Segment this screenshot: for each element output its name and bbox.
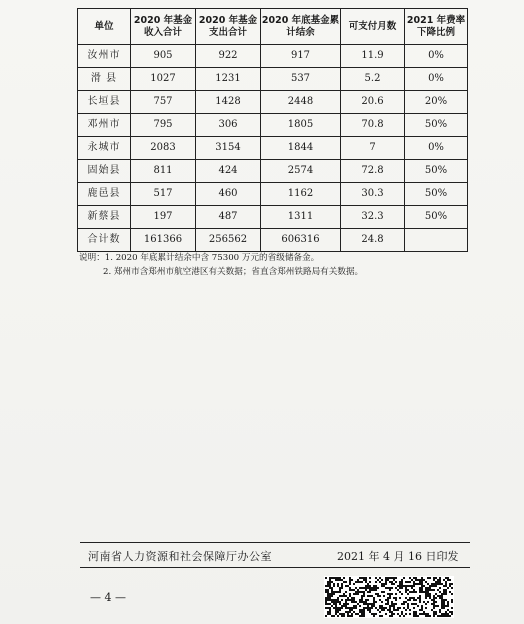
cell-balance: 917: [261, 45, 341, 68]
cell-income: 161366: [131, 229, 196, 252]
cell-expense: 3154: [196, 137, 261, 160]
cell-income: 517: [131, 183, 196, 206]
cell-months: 11.9: [341, 45, 405, 68]
cell-expense: 306: [196, 114, 261, 137]
cell-unit: 长垣县: [78, 91, 131, 114]
table-notes: [79, 251, 363, 279]
cell-unit: 永城市: [78, 137, 131, 160]
header-balance: 2020 年底基金累计结余: [261, 9, 341, 45]
table-row: [78, 91, 468, 114]
cell-unit: 固始县: [78, 160, 131, 183]
cell-income: 905: [131, 45, 196, 68]
table-row: [78, 137, 468, 160]
cell-expense: 487: [196, 206, 261, 229]
cell-expense: 922: [196, 45, 261, 68]
cell-income: 795: [131, 114, 196, 137]
cell-months: 5.2: [341, 68, 405, 91]
table-row: [78, 45, 468, 68]
cell-unit: 滑 县: [78, 68, 131, 91]
cell-balance: 1805: [261, 114, 341, 137]
cell-balance: 2574: [261, 160, 341, 183]
cell-unit: 鹿邑县: [78, 183, 131, 206]
issuing-office: 河南省人力资源和社会保障厅办公室: [88, 550, 272, 563]
cell-rate-cut: 50%: [405, 183, 468, 206]
cell-income: 197: [131, 206, 196, 229]
table-row: [78, 160, 468, 183]
footer-top-rule: [80, 542, 470, 543]
table-row: [78, 114, 468, 137]
cell-rate-cut: 0%: [405, 137, 468, 160]
cell-expense: 256562: [196, 229, 261, 252]
footer-bottom-rule: [80, 567, 470, 568]
header-expense: 2020 年基金支出合计: [196, 9, 261, 45]
cell-rate-cut: 20%: [405, 91, 468, 114]
issue-date: 2021 年 4 月 16 日印发: [337, 550, 459, 563]
cell-months: 30.3: [341, 183, 405, 206]
cell-balance: 1162: [261, 183, 341, 206]
cell-expense: 460: [196, 183, 261, 206]
cell-months: 72.8: [341, 160, 405, 183]
header-unit: 单位: [78, 9, 131, 45]
cell-months: 7: [341, 137, 405, 160]
cell-unit: 邓州市: [78, 114, 131, 137]
cell-months: 70.8: [341, 114, 405, 137]
cell-income: 757: [131, 91, 196, 114]
cell-expense: 1231: [196, 68, 261, 91]
table-header-row: [78, 9, 468, 45]
table-row: [78, 183, 468, 206]
header-income: 2020 年基金收入合计: [131, 9, 196, 45]
cell-balance: 1311: [261, 206, 341, 229]
cell-balance: 1844: [261, 137, 341, 160]
cell-months: 20.6: [341, 91, 405, 114]
cell-income: 811: [131, 160, 196, 183]
cell-expense: 424: [196, 160, 261, 183]
table-row: [78, 68, 468, 91]
cell-balance: 537: [261, 68, 341, 91]
cell-rate-cut: [405, 229, 468, 252]
cell-expense: 1428: [196, 91, 261, 114]
cell-rate-cut: 50%: [405, 160, 468, 183]
cell-rate-cut: 0%: [405, 68, 468, 91]
cell-income: 2083: [131, 137, 196, 160]
cell-rate-cut: 50%: [405, 206, 468, 229]
fund-table: [77, 8, 468, 252]
cell-income: 1027: [131, 68, 196, 91]
cell-unit: 新蔡县: [78, 206, 131, 229]
cell-months: 32.3: [341, 206, 405, 229]
header-months: 可支付月数: [341, 9, 405, 45]
header-rate-cut: 2021 年费率下降比例: [405, 9, 468, 45]
page-number: — 4 —: [90, 591, 126, 604]
cell-balance: 2448: [261, 91, 341, 114]
cell-rate-cut: 0%: [405, 45, 468, 68]
cell-unit: 汝州市: [78, 45, 131, 68]
cell-months: 24.8: [341, 229, 405, 252]
cell-balance: 606316: [261, 229, 341, 252]
cell-unit: 合计数: [78, 229, 131, 252]
cell-rate-cut: 50%: [405, 114, 468, 137]
table-total-row: [78, 229, 468, 252]
table-row: [78, 206, 468, 229]
barcode-image: [324, 576, 454, 618]
note-line-1: 说明：1. 2020 年底累计结余中含 75300 万元的省级储备金。: [79, 253, 320, 263]
note-line-2: 2. 郑州市含郑州市航空港区有关数据；省直含郑州铁路局有关数据。: [103, 267, 364, 277]
